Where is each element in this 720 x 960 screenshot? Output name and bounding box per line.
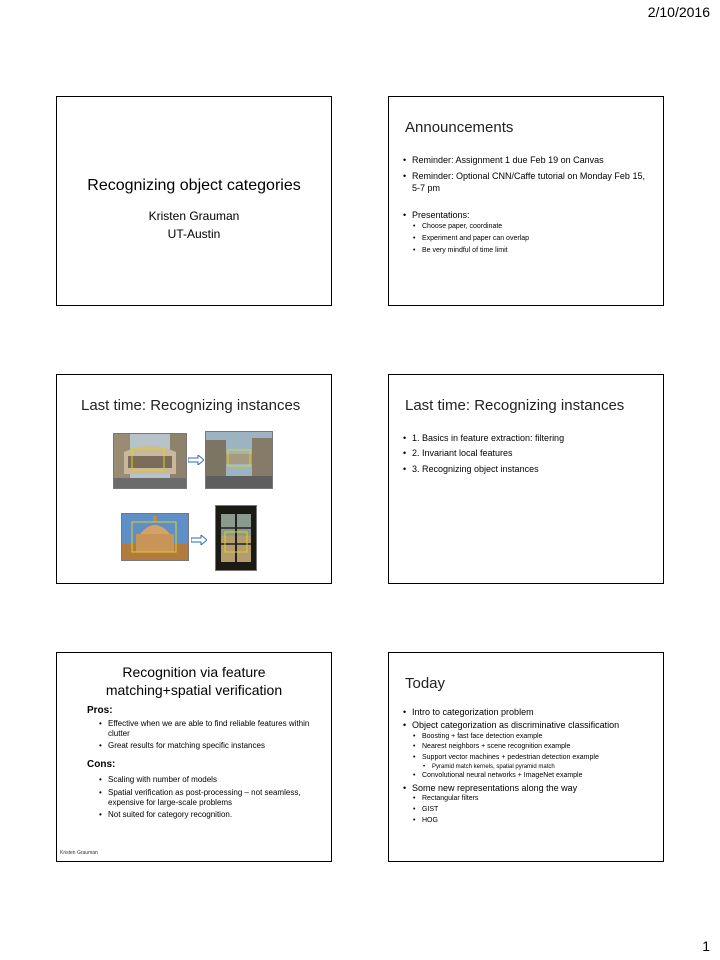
bridge-photo (113, 433, 187, 489)
list-item: • Spatial verification as post-processing – not seamless, expensive for large-scale problems (99, 788, 323, 808)
list-item: • Object categorization as discriminative classification (403, 720, 655, 731)
list-item: • GIST (413, 806, 655, 815)
bullet-list (403, 433, 655, 475)
cons-label: Cons (87, 759, 112, 770)
slide-6-today (388, 652, 664, 862)
slide-title: Announcements (405, 119, 514, 136)
list-item: • Great results for matching specific instances (99, 741, 323, 751)
cons-heading: Cons: (87, 759, 116, 770)
page-number: 1 (702, 938, 710, 954)
slide-2-announcements (388, 96, 664, 306)
author-name: Kristen Grauman (148, 209, 240, 223)
list-item: • Not suited for category recognition. (99, 810, 323, 820)
slide-title (57, 663, 331, 699)
list-item: • Support vector machines + pedestrian detection example (413, 754, 655, 763)
bullet-list (403, 707, 655, 826)
slide-3-recognizing-instances-images (56, 374, 332, 584)
arrow-right-icon (191, 535, 207, 545)
list-item: • HOG (413, 817, 655, 826)
list-item: • Reminder: Assignment 1 due Feb 19 on Canvas (403, 155, 655, 166)
bridge-street-photo (205, 431, 273, 489)
list-item: • Boosting + fast face detection example (413, 733, 655, 742)
list-item: • Pyramid match kernels, spatial pyramid match (423, 764, 655, 772)
bullet-list (403, 155, 655, 255)
slide-title: Last time: Recognizing instances (405, 397, 625, 414)
list-item: • Choose paper, coordinate (413, 223, 655, 232)
list-item: • Be very mindful of time limit (413, 247, 655, 256)
list-item: • 3. Recognizing object instances (403, 464, 655, 475)
list-item: • Scaling with number of models (99, 775, 323, 785)
list-item: • Intro to categorization problem (403, 707, 655, 718)
dome-building-photo (121, 513, 189, 561)
slide-5-feature-matching (56, 652, 332, 862)
page-date: 2/10/2016 (647, 4, 710, 20)
affiliation: UT-Austin (167, 227, 221, 241)
slide-title: Today (405, 675, 446, 692)
pros-list (99, 719, 323, 751)
slide-1-title (56, 96, 332, 306)
arrow-right-icon (188, 455, 204, 465)
cons-list (99, 775, 323, 820)
list-item: • Rectangular filters (413, 795, 655, 804)
list-item: • Nearest neighbors + scene recognition example (413, 743, 655, 752)
pros-label: Pros (87, 705, 110, 716)
credit: Kristen Grauman (60, 850, 98, 856)
window-view-photo (215, 505, 257, 571)
list-item: • Experiment and paper can overlap (413, 235, 655, 244)
list-item: • Some new representations along the way (403, 783, 655, 794)
list-item: • 2. Invariant local features (403, 448, 655, 459)
slide-title-line: matching+spatial verification (105, 682, 283, 699)
list-item: • Reminder: Optional CNN/Caffe tutorial on Monday Feb 15, 5-7 pm (403, 171, 655, 194)
slide-title: Recognizing object categories (87, 177, 301, 194)
list-item: • Presentations: (403, 210, 655, 221)
slide-title: Last time: Recognizing instances (81, 397, 301, 414)
list-item: • Effective when we are able to find reliable features within clutter (99, 719, 323, 739)
slide-4-recognizing-instances-list (388, 374, 664, 584)
list-item: • Convolutional neural networks + ImageNet example (413, 772, 655, 781)
slide-title-line: Recognition via feature (122, 664, 266, 680)
pros-heading: Pros: (87, 705, 113, 716)
list-item: • 1. Basics in feature extraction: filtering (403, 433, 655, 444)
